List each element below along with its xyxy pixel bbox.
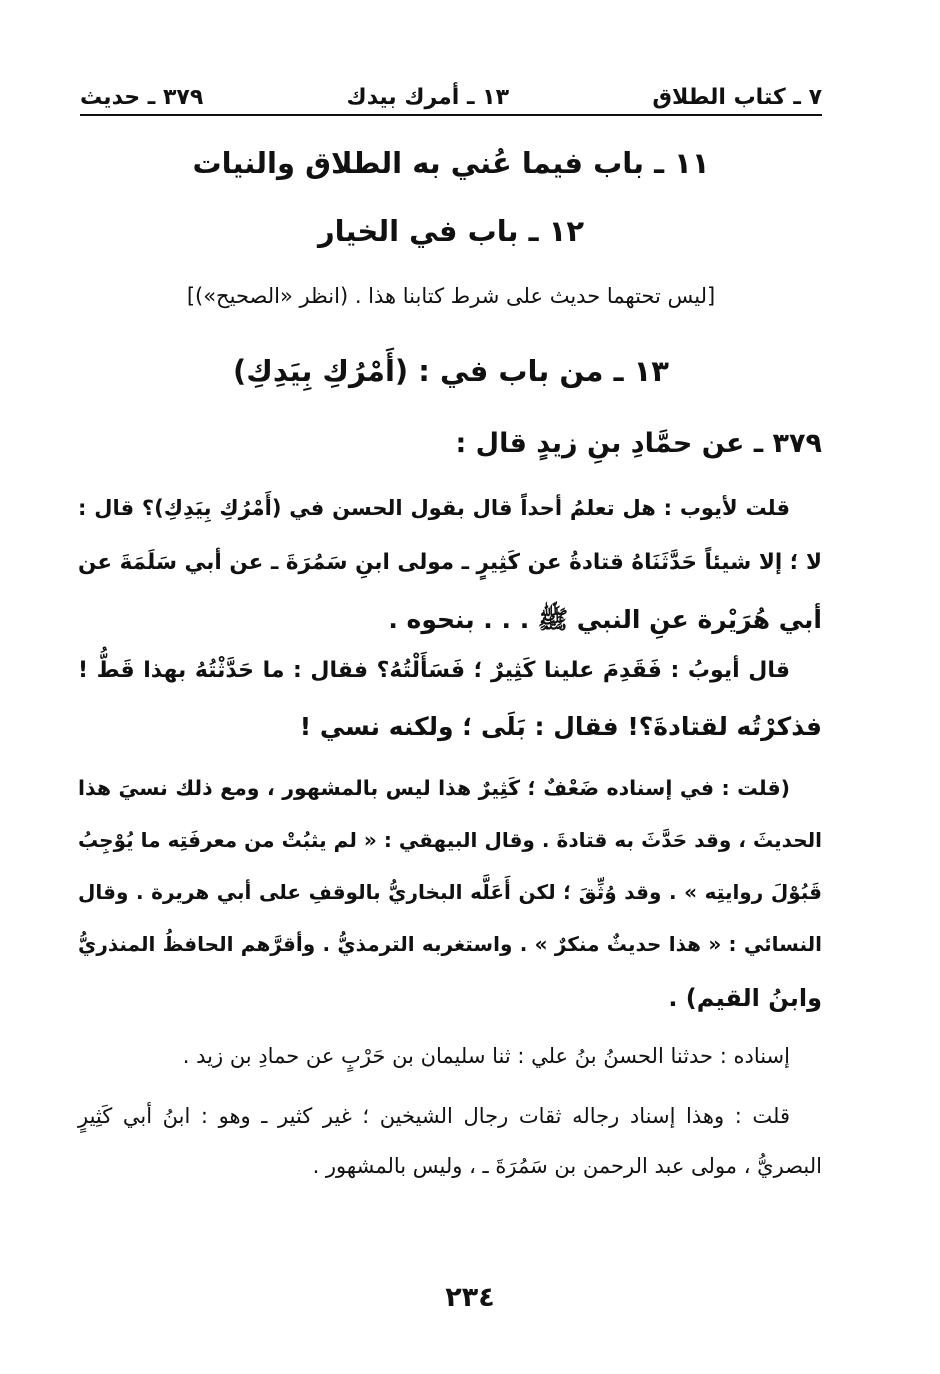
running-header (80, 76, 822, 116)
header-chapter-title: ١٣ ـ أمرك بيدك (346, 85, 510, 110)
hadith-heading: ٣٧٩ ـ عن حمَّادِ بنِ زيدٍ قال : (455, 428, 822, 459)
hadith-line-4: قال أيوبُ : فَقَدِمَ علينا كَثِيرٌ ؛ فَسَأَلْتُهُ؟ فقال : ما حَدَّثْتُهُ بهذا قَطُّ ! (78, 658, 790, 683)
chapter-11-heading: ١١ ـ باب فيما عُني به الطلاق والنيات (192, 146, 710, 180)
header-hadith-number: ٣٧٩ ـ حديث (80, 85, 204, 110)
chapter-13-heading: ١٣ ـ من باب في : (أَمْرُكِ بِيَدِكِ) (233, 354, 669, 388)
commentary-line-5: وابنُ القيم) . (668, 984, 822, 1012)
page-number: ٢٣٤ (445, 1282, 495, 1313)
note-line-1: قلت : وهذا إسناد رجاله ثقات رجال الشيخين ؛ غير كثير ـ وهو : ابنُ أبي كَثِيرٍ (78, 1104, 790, 1128)
commentary-line-1: (قلت : في إسناده ضَعْفٌ ؛ كَثِيرٌ هذا ليس بالمشهور ، ومع ذلك نسيَ هذا (78, 776, 790, 800)
commentary-line-4: النسائي : « هذا حديثٌ منكرٌ » . واستغربه الترمذيُّ . وأقرَّهم الحافظُ المنذريُّ (78, 932, 822, 956)
chapter-12-heading: ١٢ ـ باب في الخيار (317, 214, 585, 248)
commentary-line-3: قَبُوْلَ روايتِه » . وقد وُثِّقَ ؛ لكن أَعَلَّه البخاريُّ بالوقفِ على أبي هريرة . وقال (78, 880, 822, 904)
hadith-line-1: قلت لأيوب : هل تعلمُ أحداً قال بقول الحسن في (أَمْرُكِ بِيَدِكِ)؟ قال : (78, 496, 790, 520)
hadith-line-3: أبي هُرَيْرة عنِ النبي ﷺ . . . بنحوه . (388, 605, 822, 634)
header-book-title: ٧ ـ كتاب الطلاق (652, 85, 822, 110)
hadith-line-2: لا ؛ إلا شيئاً حَدَّثَنَاهُ قتادةُ عن كَثِيرٍ ـ مولى ابنِ سَمُرَةَ ـ عن أبي سَلَمَةَ عن (78, 550, 822, 575)
commentary-line-2: الحديثَ ، وقد حَدَّثَ به قتادةَ . وقال البيهقي : « لم يثبُتْ من معرفَتِه ما يُوْجِبُ (78, 828, 822, 852)
note-line-2: البصريُّ ، مولى عبد الرحمن بن سَمُرَةَ ـ ، وليس بالمشهور . (312, 1154, 822, 1178)
hadith-line-5: فذكرْتُه لقتادةَ؟! فقال : بَلَى ؛ ولكنه نسي ! (299, 712, 822, 741)
isnad-line: إسناده : حدثنا الحسنُ بنُ علي : ثنا سليمان بن حَرْبٍ عن حمادِ بن زيد . (182, 1044, 790, 1068)
editor-note: [ليس تحتهما حديث على شرط كتابنا هذا . (انظر «الصحيح»)] (186, 284, 716, 308)
